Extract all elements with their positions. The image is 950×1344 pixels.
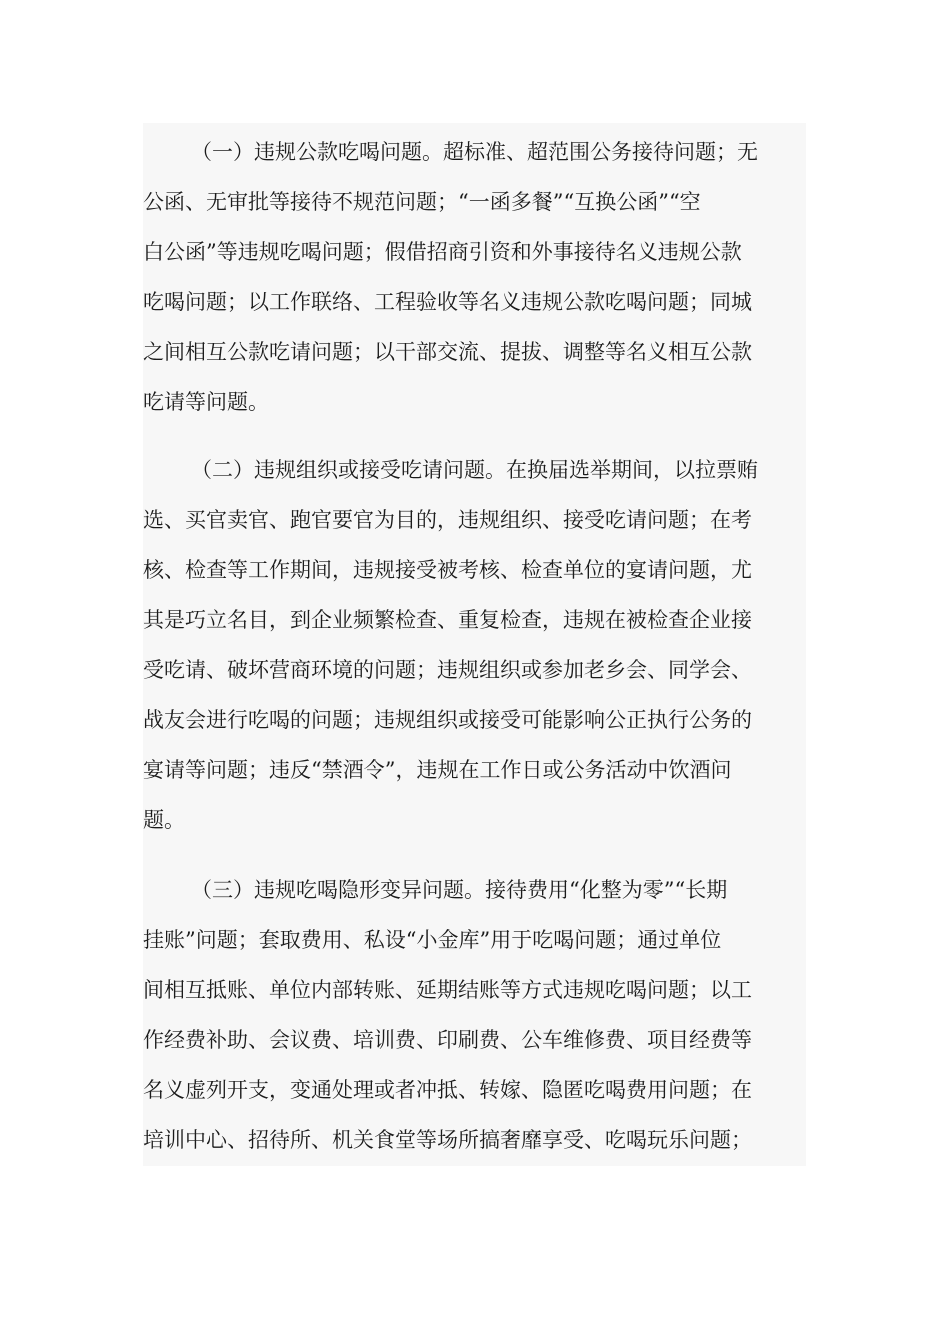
paragraph-line: 题。 (143, 808, 185, 832)
paragraph-line: 受吃请、破坏营商环境的问题；违规组织或参加老乡会、同学会、 (143, 658, 752, 682)
paragraph-line: 其是巧立名目，到企业频繁检查、重复检查，违规在被检查企业接 (143, 608, 752, 632)
paragraph-line: 吃请等问题。 (143, 390, 269, 414)
paragraph-line: （二）违规组织或接受吃请问题。在换届选举期间，以拉票贿 (191, 458, 758, 482)
paragraph-line: （三）违规吃喝隐形变异问题。接待费用“化整为零”“长期 (191, 878, 728, 902)
paragraph-line: 名义虚列开支，变通处理或者冲抵、转嫁、隐匿吃喝费用问题；在 (143, 1078, 752, 1102)
paragraph-line: 核、检查等工作期间，违规接受被考核、检查单位的宴请问题，尤 (143, 558, 752, 582)
paragraph-line: 作经费补助、会议费、培训费、印刷费、公车维修费、项目经费等 (143, 1028, 752, 1052)
paragraph-line: 战友会进行吃喝的问题；违规组织或接受可能影响公正执行公务的 (143, 708, 752, 732)
paragraph-line: 公函、无审批等接待不规范问题；“一函多餐”“互换公函”“空 (143, 190, 701, 214)
paragraph-line: 白公函”等违规吃喝问题；假借招商引资和外事接待名义违规公款 (143, 240, 742, 264)
paragraph-line: 选、买官卖官、跑官要官为目的，违规组织、接受吃请问题；在考 (143, 508, 752, 532)
paragraph-line: 培训中心、招待所、机关食堂等场所搞奢靡享受、吃喝玩乐问题； (143, 1128, 752, 1152)
paragraph-line: 吃喝问题；以工作联络、工程验收等名义违规公款吃喝问题；同城 (143, 290, 752, 314)
paragraph-line: 之间相互公款吃请问题；以干部交流、提拔、调整等名义相互公款 (143, 340, 752, 364)
paragraph-line: （一）违规公款吃喝问题。超标准、超范围公务接待问题；无 (191, 140, 758, 164)
document-text-block (143, 123, 806, 1166)
paragraph-line: 宴请等问题；违反“禁酒令”，违规在工作日或公务活动中饮酒问 (143, 758, 732, 782)
paragraph-line: 间相互抵账、单位内部转账、延期结账等方式违规吃喝问题；以工 (143, 978, 752, 1002)
paragraph-line: 挂账”问题；套取费用、私设“小金库”用于吃喝问题；通过单位 (143, 928, 722, 952)
